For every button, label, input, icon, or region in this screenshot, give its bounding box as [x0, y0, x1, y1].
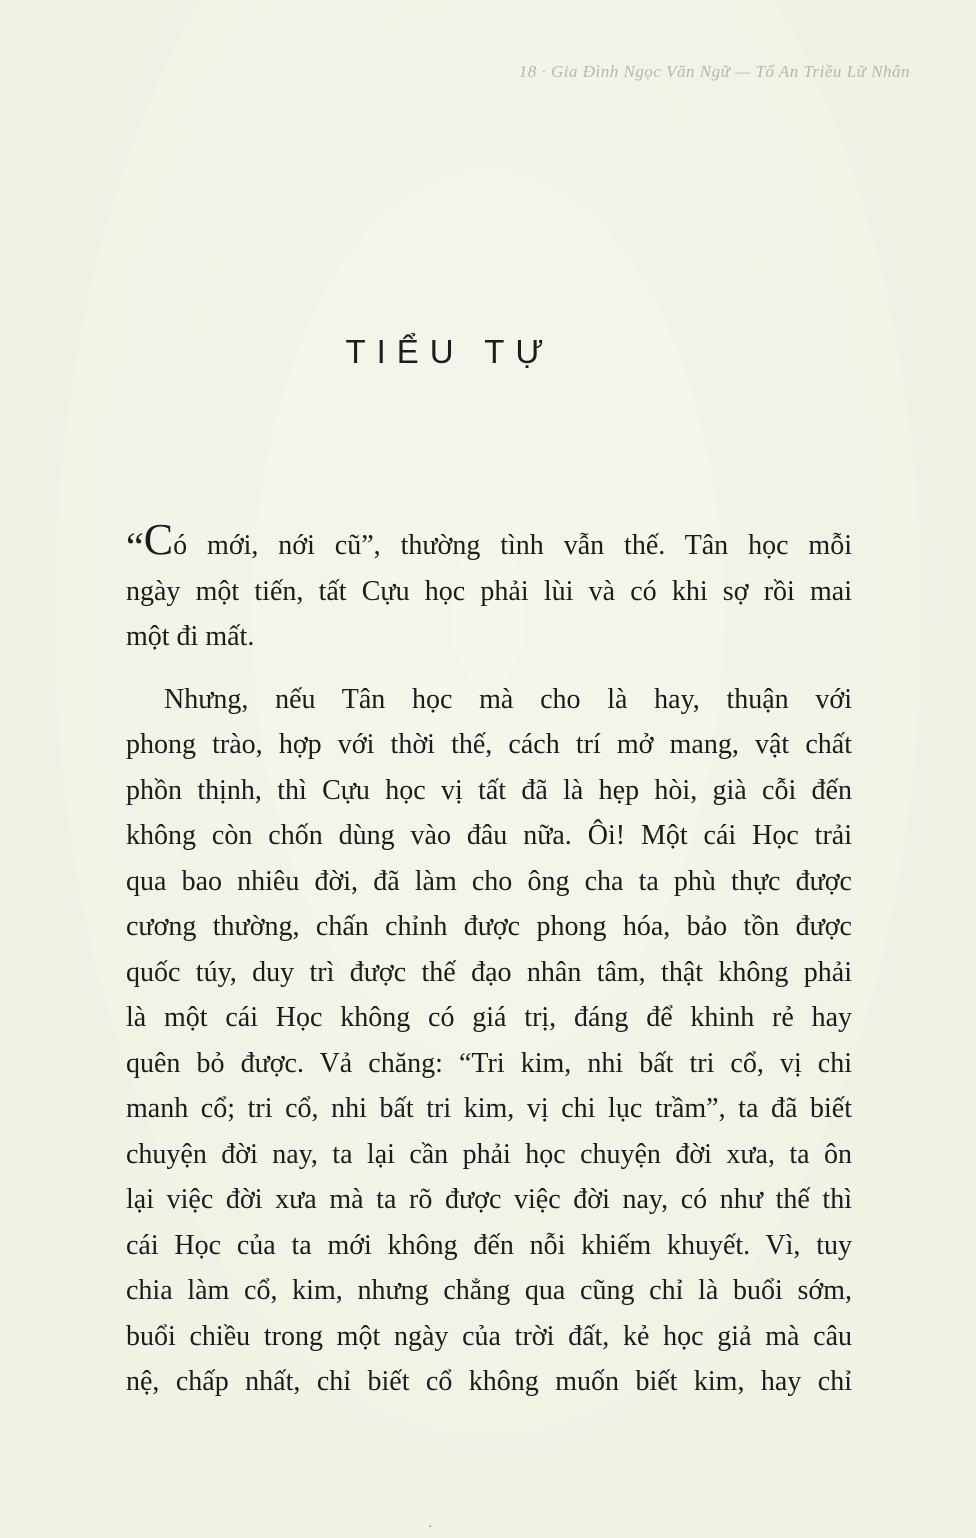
paragraph-2-line-12: lại việc đời xưa mà ta rõ được việc đời nay, có như thế thì [126, 1184, 852, 1215]
paragraph-1-line-3: một đi mất. [126, 621, 255, 652]
paragraph-2-line-6: cương thường, chấn chỉnh được phong hóa, bảo tồn được [126, 911, 852, 942]
paragraph-2-line-3: phồn thịnh, thì Cựu học vị tất đã là hẹp hòi, già cỗi đến [126, 774, 852, 806]
paragraph-1 [126, 515, 852, 660]
paragraph-2-line-1: Nhưng, nếu Tân học mà cho là hay, thuận với [164, 683, 852, 715]
chapter-title: TIỂU TỰ [345, 333, 555, 370]
paragraph-2-line-4: không còn chốn dùng vào đâu nữa. Ôi! Một cái Học trải [126, 820, 852, 851]
paragraph-1-line-2: ngày một tiến, tất Cựu học phải lùi và có khi sợ rồi mai [126, 575, 852, 607]
running-head: 18 · Gia Đình Ngọc Văn Ngữ — Tổ An Triều Lữ Nhân [518, 62, 910, 81]
paragraph-2-line-13: cái Học của ta mới không đến nỗi khiếm khuyết. Vì, tuy [126, 1229, 852, 1261]
paragraph-2-line-10: manh cổ; tri cổ, nhi bất tri kim, vị chi lục trầm”, ta đã biết [126, 1093, 852, 1124]
paragraph-2-line-15: buổi chiều trong một ngày của trời đất, kẻ học giả mà câu [126, 1320, 852, 1352]
bottom-mark: · [428, 1520, 433, 1535]
paragraph-2-line-2: phong trào, hợp với thời thế, cách trí mở mang, vật chất [126, 729, 852, 760]
paragraph-2-line-14: chia làm cổ, kim, nhưng chẳng qua cũng chỉ là buổi sớm, [126, 1275, 852, 1306]
body-text [126, 515, 852, 1422]
paragraph-2-line-8: là một cái Học không có giá trị, đáng để khinh rẻ hay [126, 1002, 852, 1033]
paragraph-2 [126, 677, 852, 1405]
paragraph-2-line-16: nệ, chấp nhất, chỉ biết cổ không muốn biết kim, hay chỉ [126, 1366, 852, 1397]
paragraph-2-line-9: quên bỏ được. Vả chăng: “Tri kim, nhi bất tri cổ, vị chi [126, 1047, 852, 1079]
drop-cap-letter: C [143, 515, 174, 564]
paragraph-2-line-5: qua bao nhiêu đời, đã làm cho ông cha ta phù thực được [126, 865, 852, 897]
paragraph-1-line-1: “Có mới, nới cũ”, thường tình vẫn thế. Tân học mỗi [126, 515, 852, 569]
paragraph-2-line-11: chuyện đời nay, ta lại cần phải học chuyện đời xưa, ta ôn [126, 1138, 852, 1170]
open-quote: “ [126, 524, 144, 569]
paragraph-2-line-7: quốc túy, duy trì được thế đạo nhân tâm, thật không phải [126, 956, 852, 988]
